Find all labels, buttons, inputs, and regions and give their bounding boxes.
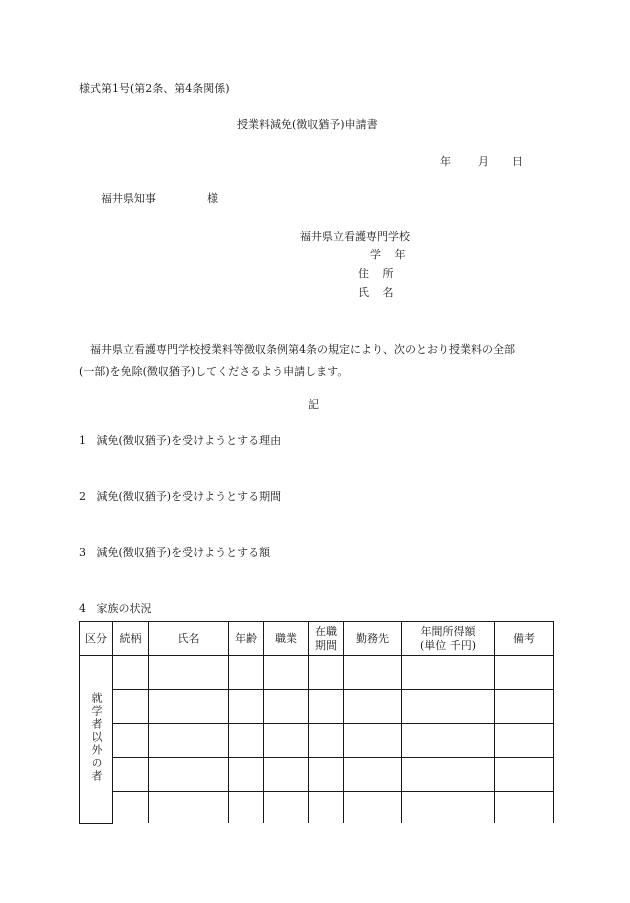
- cell-workplace[interactable]: [344, 690, 402, 724]
- cell-remarks[interactable]: [495, 724, 554, 758]
- item-number: 3: [79, 546, 86, 559]
- cell-tenure[interactable]: [309, 656, 344, 690]
- date-month-label: 月: [478, 155, 489, 168]
- cell-name[interactable]: [149, 792, 229, 824]
- cell-age[interactable]: [229, 724, 264, 758]
- date-day-label: 日: [512, 155, 523, 168]
- cell-name[interactable]: [149, 690, 229, 724]
- date-year-label: 年: [440, 155, 451, 168]
- applicant-school: 福井県立看護専門学校: [300, 230, 410, 243]
- item-number: 4: [79, 602, 86, 615]
- cell-occupation[interactable]: [264, 792, 309, 824]
- cell-age[interactable]: [229, 758, 264, 792]
- cell-workplace[interactable]: [344, 758, 402, 792]
- cell-tenure[interactable]: [309, 690, 344, 724]
- header-workplace: 勤務先: [344, 622, 402, 656]
- item-number: 1: [79, 434, 86, 447]
- header-remarks: 備考: [495, 622, 554, 656]
- header-name: 氏名: [149, 622, 229, 656]
- header-income-line2: (単位 千円): [419, 638, 477, 652]
- cell-tenure[interactable]: [309, 758, 344, 792]
- item-text: 減免(徴収猶予)を受けようとする期間: [96, 490, 282, 503]
- cell-occupation[interactable]: [264, 656, 309, 690]
- cell-occupation[interactable]: [264, 690, 309, 724]
- item-4: [79, 602, 152, 616]
- honorific: 様: [207, 192, 218, 205]
- header-tenure: [309, 622, 344, 656]
- name-label: 氏 名: [358, 286, 394, 299]
- table-row: [80, 724, 554, 758]
- cell-workplace[interactable]: [344, 724, 402, 758]
- header-income-line1: 年間所得額: [420, 624, 476, 638]
- cell-tenure[interactable]: [309, 724, 344, 758]
- family-status-table: [79, 621, 554, 824]
- item-3: [79, 546, 270, 560]
- form-title: 授業料減免(徴収猶予)申請書: [237, 118, 378, 131]
- cell-income[interactable]: [402, 690, 495, 724]
- item-text: 減免(徴収猶予)を受けようとする理由: [96, 434, 282, 447]
- table-header-row: [80, 622, 554, 656]
- body-line-1: 福井県立看護専門学校授業料等徴収条例第4条の規定により、次のとおり授業料の全部: [90, 343, 515, 356]
- header-income: [402, 622, 495, 656]
- item-2: [79, 490, 281, 504]
- body-line-2: (一部)を免除(徴収猶予)してくださるよう申請します。: [79, 365, 349, 378]
- item-text: 家族の状況: [96, 602, 152, 615]
- header-tenure-line2: 期間: [315, 638, 337, 652]
- item-text: 減免(徴収猶予)を受けようとする額: [96, 546, 271, 559]
- cell-workplace[interactable]: [344, 656, 402, 690]
- item-1: [79, 434, 281, 448]
- header-occupation: 職業: [264, 622, 309, 656]
- cell-income[interactable]: [402, 656, 495, 690]
- header-age: 年齢: [229, 622, 264, 656]
- cell-remarks[interactable]: [495, 792, 554, 824]
- cell-income[interactable]: [402, 792, 495, 824]
- cell-relation[interactable]: [113, 758, 149, 792]
- cell-age[interactable]: [229, 690, 264, 724]
- address-label: 住 所: [358, 267, 394, 280]
- ki-heading: 記: [308, 398, 319, 411]
- cell-income[interactable]: [402, 724, 495, 758]
- cell-workplace[interactable]: [344, 792, 402, 824]
- cell-name[interactable]: [149, 724, 229, 758]
- cell-tenure[interactable]: [309, 792, 344, 824]
- cell-name[interactable]: [149, 758, 229, 792]
- cell-age[interactable]: [229, 656, 264, 690]
- cell-relation[interactable]: [113, 690, 149, 724]
- category-cell: [80, 656, 113, 824]
- table-row: [80, 758, 554, 792]
- item-number: 2: [79, 490, 86, 503]
- cell-occupation[interactable]: [264, 758, 309, 792]
- header-tenure-line1: 在職: [315, 624, 337, 638]
- form-number: 様式第1号(第2条、第4条関係): [79, 82, 230, 95]
- category-label: 就学者以外の者: [90, 691, 103, 783]
- table-row: [80, 792, 554, 824]
- header-relation: 続柄: [113, 622, 149, 656]
- cell-income[interactable]: [402, 758, 495, 792]
- cell-remarks[interactable]: [495, 656, 554, 690]
- cell-relation[interactable]: [113, 792, 149, 824]
- addressee: 福井県知事: [101, 192, 156, 205]
- table-row: [80, 656, 554, 690]
- grade-label: 学 年: [370, 248, 406, 261]
- cell-relation[interactable]: [113, 724, 149, 758]
- cell-remarks[interactable]: [495, 758, 554, 792]
- cell-occupation[interactable]: [264, 724, 309, 758]
- cell-relation[interactable]: [113, 656, 149, 690]
- cell-name[interactable]: [149, 656, 229, 690]
- cell-remarks[interactable]: [495, 690, 554, 724]
- table-row: [80, 690, 554, 724]
- cell-age[interactable]: [229, 792, 264, 824]
- header-category: 区分: [80, 622, 113, 656]
- body-paragraph: [79, 339, 554, 383]
